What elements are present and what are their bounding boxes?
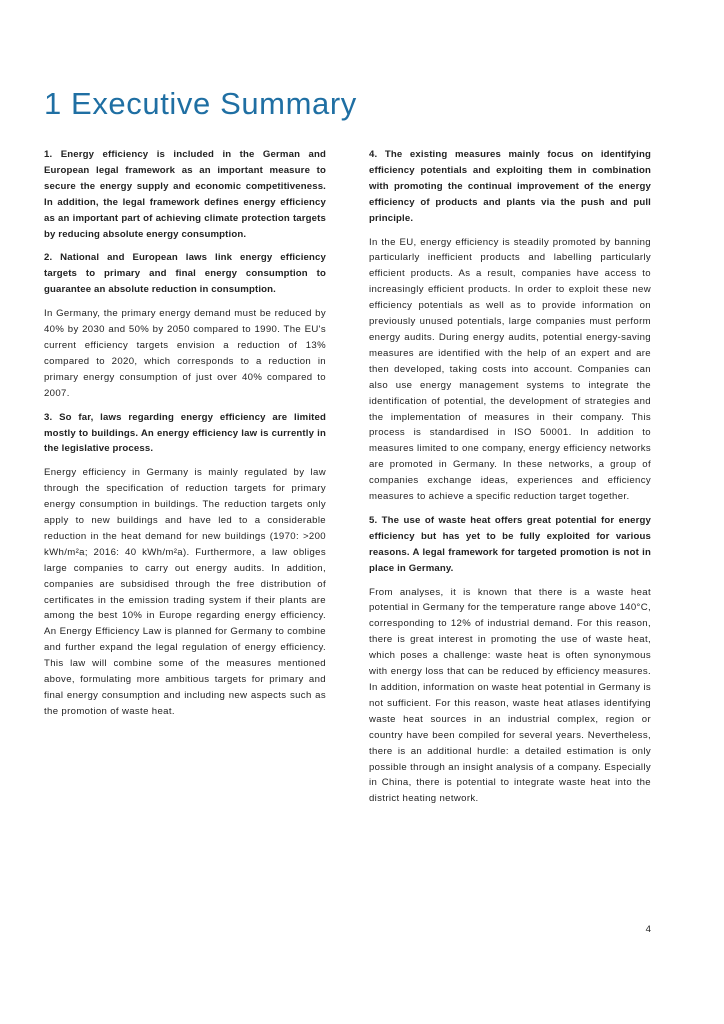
page-title: 1 Executive Summary (44, 86, 357, 121)
section-heading: 3. So far, laws regarding energy efficiency are limited mostly to buildings. An energy efficiency law is currently in the legislative process. (44, 411, 326, 455)
page-number: 4 (645, 924, 651, 935)
body-paragraph: Energy efficiency in Germany is mainly regulated by law through the specification of reduction targets for primary energy consumption in buildings. The reduction targets only apply to new buildings and have led to a considerable reduction in the heat demand for new buildings (1970: >200 kWh/m²a; 2016: 40 kWh/m²a). Furthermore, a law obliges large companies to carry out energy audits. In addition, companies are subsidised through the free distribution of certificates in the emission trading system if their plants are among the best 10% in Europe regarding energy efficiency. An Energy Efficiency Law is planned for Germany to combine and further expand the legal regulation of energy efficiency. This law will combine some of the measures mentioned above, formulating more ambitious targets for primary and final energy consumption and including new aspects such as the promotion of waste heat. (44, 467, 326, 717)
left-column (44, 147, 326, 728)
section-heading: 1. Energy efficiency is included in the German and European legal framework as an important measure to secure the energy supply and economic competitiveness. In addition, the legal framework defines energy efficiency as an important part of achieving climate protection targets by reducing absolute energy consumption. (44, 149, 326, 240)
body-paragraph: From analyses, it is known that there is a waste heat potential in Germany for the temperature range above 140°C, corresponding to 12% of industrial demand. For this reason, there is great interest in promoting the use of waste heat, which poses a challenge: waste heat is often synonymous with energy loss that can be reduced by efficiency measures. In addition, information on waste heat potential in Germany is not sufficient. For this reason, waste heat atlases identifying waste heat sources in an industrial complex, region or country have been compiled for several years. Nevertheless, there is an additional hurdle: a detailed estimation is only possible through an insight analysis of a company. Especially in China, there is potential to integrate waste heat into the district heating network. (369, 586, 651, 805)
body-paragraph: In Germany, the primary energy demand must be reduced by 40% by 2030 and 50% by 2050 compared to 1990. The EU's current efficiency targets envision a reduction of 13% compared to 2020, which corresponds to a reduction in primary energy consumption of just over 40% compared to 2007. (44, 308, 326, 399)
section-heading: 5. The use of waste heat offers great potential for energy efficiency but has yet to be fully exploited for various reasons. A legal framework for targeted promotion is not in place in Germany. (369, 514, 651, 574)
body-paragraph: In the EU, energy efficiency is steadily promoted by banning particularly inefficient products and labelling particularly efficient products. As a result, companies have access to increasingly efficient products. In order to exploit these new efficiency potentials as well as to provide information on previously unused potentials, large companies must perform energy audits. During energy audits, potential energy-saving measures are identified with the help of an expert and are then developed, taking costs into account. Companies can also use energy management systems to integrate the identification of potential, the development of strategies and the implementation of measures in their company. This process is standardised in ISO 50001. In addition to measures limited to one company, energy efficiency networks are promoted in Germany. In these networks, a group of companies exchange ideas, experiences and efficiency measures to achieve a specific reduction target together. (369, 236, 651, 503)
right-column (369, 147, 651, 815)
section-heading: 2. National and European laws link energy efficiency targets to primary and final energy consumption to guarantee an absolute reduction in consumption. (44, 252, 326, 296)
section-heading: 4. The existing measures mainly focus on identifying efficiency potentials and exploiting them in combination with promoting the continual improvement of the energy efficiency of products and plants via the push and pull principle. (369, 149, 651, 224)
